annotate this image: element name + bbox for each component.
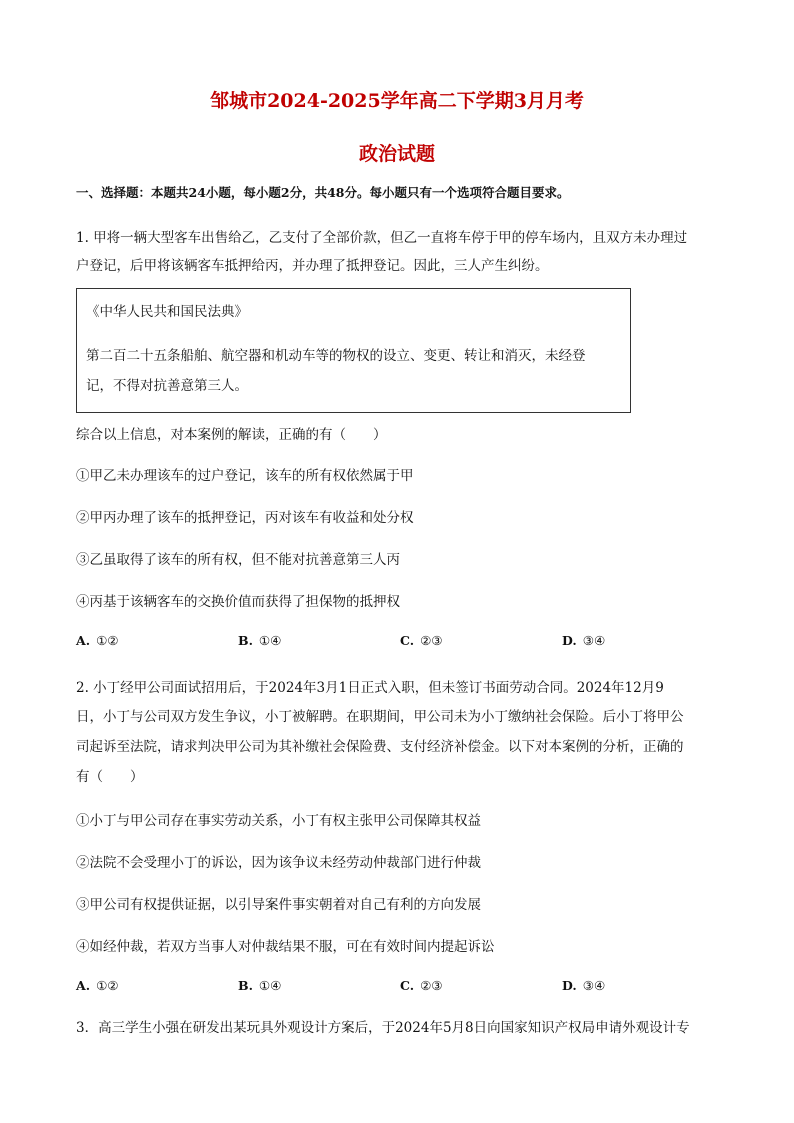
option-letter: D. (562, 978, 577, 993)
q2-statement-2: ②法院不会受理小丁的诉讼，因为该争议未经劳动仲裁部门进行仲裁 (76, 855, 481, 871)
q2-statement-3: ③甲公司有权提供证据，以引导案件事实朝着对自己有利的方向发展 (76, 897, 481, 913)
q2-option-d[interactable] (562, 978, 605, 993)
q1-option-b[interactable] (238, 633, 281, 648)
option-text: ②③ (420, 978, 443, 993)
q1-option-a[interactable] (76, 633, 118, 648)
q2-stem-line-2: 日，小丁与公司双方发生争议，小丁被解聘。在职期间，甲公司未为小丁缴纳社会保险。后小丁将甲公 (76, 709, 684, 725)
q1-statement-2: ②甲丙办理了该车的抵押登记，丙对该车有收益和处分权 (76, 510, 414, 526)
option-letter: C. (400, 633, 415, 648)
law-text-line-2: 记，不得对抗善意第三人。 (86, 378, 248, 394)
q1-stem-line-1: 1. 甲将一辆大型客车出售给乙，乙支付了全部价款，但乙一直将车停于甲的停车场内，且双方未办理过 (76, 230, 688, 246)
q2-option-a[interactable] (76, 978, 118, 993)
q2-statement-1: ①小丁与甲公司存在事实劳动关系，小丁有权主张甲公司保障其权益 (76, 813, 481, 829)
q2-option-b[interactable] (238, 978, 281, 993)
q2-stem-line-4: 有（ ） (76, 769, 144, 785)
q1-option-c[interactable] (400, 633, 443, 648)
option-letter: A. (76, 633, 91, 648)
q2-stem-line-1: 2. 小丁经甲公司面试招用后，于2024年3月1日正式入职，但未签订书面劳动合同。2024年12月9 (76, 680, 664, 696)
option-text: ①② (96, 633, 119, 648)
q1-option-d[interactable] (562, 633, 605, 648)
section-heading: 一、选择题：本题共24小题，每小题2分，共48分。每小题只有一个选项符合题目要求。 (76, 185, 570, 200)
q2-statement-4: ④如经仲裁，若双方当事人对仲裁结果不服，可在有效时间内提起诉讼 (76, 939, 495, 955)
q2-stem-line-3: 司起诉至法院，请求判决甲公司为其补缴社会保险费、支付经济补偿金。以下对本案例的分析，正确的 (76, 739, 684, 755)
q2-option-c[interactable] (400, 978, 443, 993)
option-letter: C. (400, 978, 415, 993)
q1-stem-line-2: 户登记，后甲将该辆客车抵押给丙，并办理了抵押登记。因此，三人产生纠纷。 (76, 258, 549, 274)
option-letter: B. (238, 978, 253, 993)
option-text: ①② (96, 978, 119, 993)
option-letter: A. (76, 978, 91, 993)
option-text: ①④ (258, 633, 282, 648)
q1-statement-4: ④丙基于该辆客车的交换价值而获得了担保物的抵押权 (76, 594, 400, 610)
law-title: 《中华人民共和国民法典》 (86, 304, 248, 320)
q1-prompt: 综合以上信息，对本案例的解读，正确的有（ ） (76, 427, 387, 443)
option-text: ③④ (582, 633, 606, 648)
law-text-line-1: 第二百二十五条船舶、航空器和机动车等的物权的设立、变更、转让和消灭，未经登 (86, 348, 586, 364)
option-letter: B. (238, 633, 253, 648)
option-text: ①④ (258, 978, 282, 993)
exam-title: 邹城市2024-2025学年高二下学期3月月考 (210, 90, 584, 112)
q3-stem-line-1: 3．高三学生小强在研发出某玩具外观设计方案后，于2024年5月8日向国家知识产权局申请外观设计专 (76, 1020, 690, 1036)
q1-statement-3: ③乙虽取得了该车的所有权，但不能对抗善意第三人丙 (76, 552, 400, 568)
option-text: ③④ (582, 978, 606, 993)
exam-subtitle: 政治试题 (358, 143, 435, 165)
q1-statement-1: ①甲乙未办理该车的过户登记，该车的所有权依然属于甲 (76, 468, 414, 484)
option-letter: D. (562, 633, 577, 648)
option-text: ②③ (420, 633, 443, 648)
